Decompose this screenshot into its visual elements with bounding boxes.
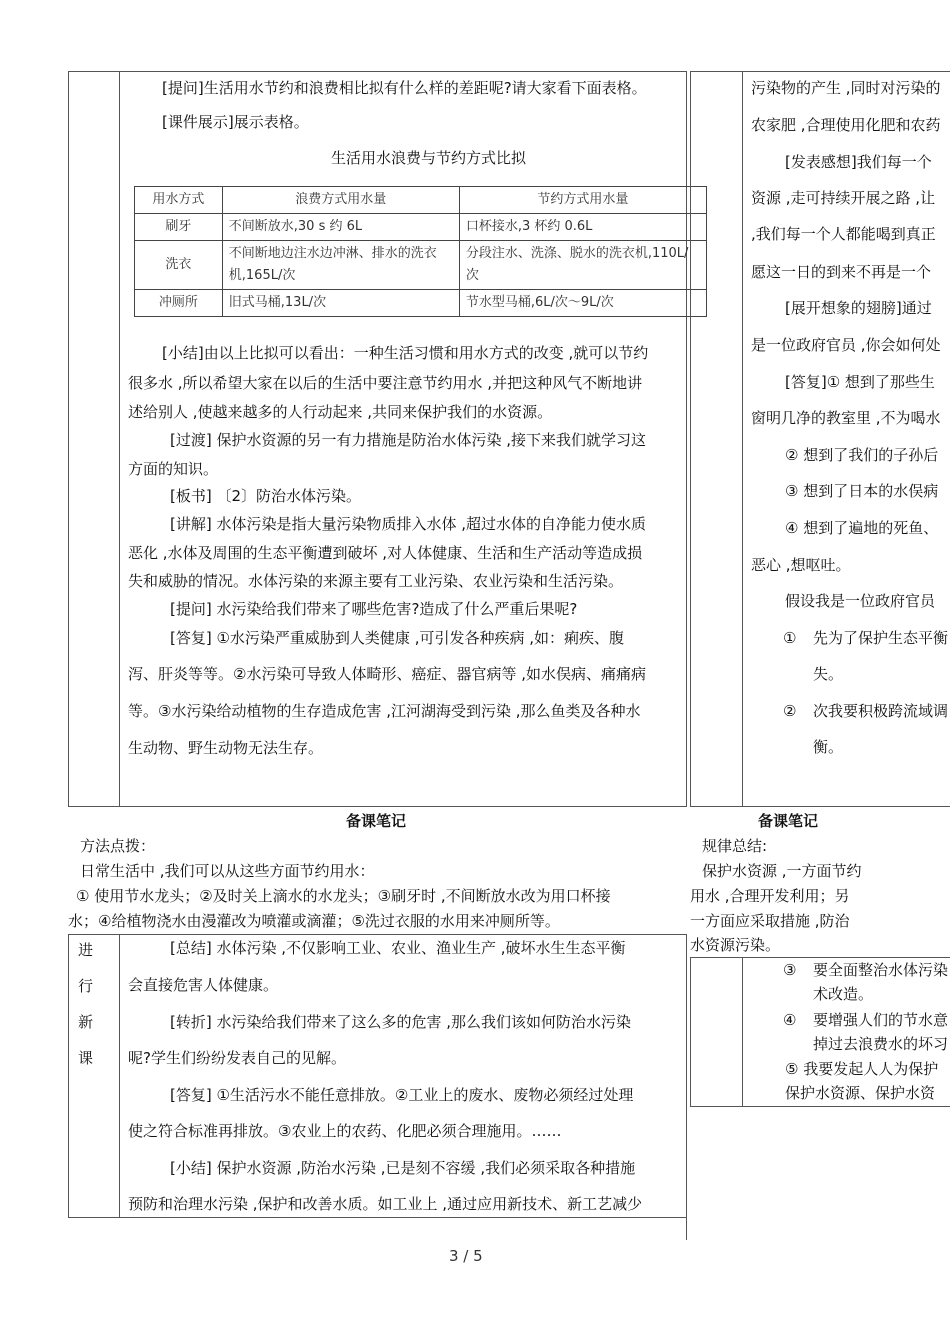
right-line: [答复]① 想到了那些生: [785, 373, 935, 391]
question-line: [提问]生活用水节约和浪费相比拟有什么样的差距呢?请大家看下面表格。: [162, 79, 647, 97]
para-line: [提问] 水污染给我们带来了哪些危害?造成了什么严重后果呢?: [170, 600, 578, 618]
notes-left-line: 日常生活中 ,我们可以从这些方面节约用水：: [80, 862, 375, 880]
right-top-content: [743, 72, 950, 806]
right-bottom-line: 术改造。: [813, 985, 874, 1003]
para-line: 方面的知识。: [128, 460, 219, 478]
right-page-edge-line: [686, 1107, 687, 1240]
right-line: ② 想到了我们的子孙后: [785, 446, 939, 464]
table-cell: 刷牙: [135, 214, 223, 241]
table-cell: 分段注水、洗涤、脱水的洗衣机,110L/次: [459, 241, 706, 290]
table-row: [135, 214, 707, 241]
para-line: [答复] ①水污染严重威胁到人类健康 ,可引发各种疾病 ,如：痢疾、腹: [170, 629, 624, 647]
right-bottom-content: [743, 958, 950, 1106]
side-label-char: 新: [78, 1013, 94, 1031]
para-line: 述给别人 ,使越来越多的人行动起来 ,共同来保护我们的水资源。: [128, 403, 553, 421]
right-bottom-line: 要增强人们的节水意: [813, 1011, 949, 1029]
right-line: [展开想象的翅膀]通过: [785, 299, 932, 317]
right-line: ④ 想到了遍地的死鱼、: [785, 519, 939, 537]
para-line: 失和威胁的情况。水体污染的来源主要有工业污染、农业污染和生活污染。: [128, 572, 624, 590]
courseware-line: [课件展示]展示表格。: [162, 113, 309, 131]
side-label-char: 课: [78, 1049, 94, 1067]
table-row: [135, 241, 707, 290]
bottom-line: [小结] 保护水资源 ,防治水污染 ,已是刻不容缓 ,我们必须采取各种措施: [170, 1159, 636, 1177]
notes-left-line: 水；④给植物浇水由漫灌改为喷灌或滴灌；⑤洗过衣服的水用来冲厕所等。: [68, 912, 560, 930]
para-line: 等。③水污染给动植物的生存造成危害 ,江河湖海受到污染 ,那么鱼类及各种水: [128, 702, 641, 720]
bottom-line: [转折] 水污染给我们带来了这么多的危害 ,那么我们该如何防治水污染: [170, 1013, 632, 1031]
notes-title-right: 备课笔记: [758, 812, 819, 830]
right-line: 假设我是一位政府官员: [785, 592, 936, 610]
table-header-cell: 节约方式用水量: [459, 187, 706, 214]
bottom-line: 预防和治理水污染 ,保护和改善水质。如工业上 ,通过应用新技术、新工艺减少: [128, 1195, 643, 1213]
right-line: 失。: [813, 665, 844, 683]
notes-left-line: 方法点拨：: [80, 837, 156, 855]
table-cell: 旧式马桶,13L/次: [222, 290, 459, 317]
right-bottom-line: 要全面整治水体污染: [813, 961, 949, 979]
bottom-line: 会直接危害人体健康。: [128, 976, 279, 994]
table-cell: 节水型马桶,6L/次～9L/次: [459, 290, 706, 317]
right-line: 愿这一日的到来不再是一个: [751, 263, 932, 281]
bottom-line: [总结] 水体污染 ,不仅影响工业、农业、渔业生产 ,破坏水生生态平衡: [170, 939, 626, 957]
para-line: 生动物、野生动物无法生存。: [128, 739, 324, 757]
para-line: [讲解] 水体污染是指大量污染物质排入水体 ,超过水体的自净能力使水质: [170, 515, 647, 533]
table-cell: 不间断地边注水边冲淋、排水的洗衣机,165L/次: [222, 241, 459, 290]
right-bottom-line: ⑤ 我要发起人人为保护: [785, 1060, 939, 1078]
para-line: 恶化 ,水体及周围的生态平衡遭到破坏 ,对人体健康、生活和生产活动等造成损: [128, 544, 643, 562]
right-line: [发表感想]我们每一个: [785, 153, 932, 171]
page-number: 3 / 5: [449, 1247, 483, 1265]
para-line: [小结]由以上比拟可以看出：一种生活习惯和用水方式的改变 ,就可以节约: [162, 344, 649, 362]
table-cell: 洗衣: [135, 241, 223, 290]
right-list-marker: ②: [783, 702, 797, 720]
right-list-marker: ①: [783, 629, 797, 647]
bottom-line: 呢?学生们纷纷发表自己的见解。: [128, 1049, 346, 1067]
right-bottom-marker: ④: [783, 1011, 797, 1029]
para-line: 泻、肝炎等等。②水污染可导致人体畸形、癌症、器官病等 ,如水俣病、痛痛病: [128, 665, 646, 683]
notes-right-line: 一方面应采取措施 ,防治: [690, 912, 850, 930]
notes-right-line: 保护水资源 ,一方面节约: [702, 862, 862, 880]
right-line: 农家肥 ,合理使用化肥和农药: [751, 116, 941, 134]
left-bottom-content: [120, 935, 686, 1217]
side-label-char: 进: [78, 941, 94, 959]
right-line: 恶心 ,想呕吐。: [751, 556, 851, 574]
right-bottom-line: 保护水资源、保护水资: [785, 1084, 936, 1102]
para-line: 很多水 ,所以希望大家在以后的生活中要注意节约用水 ,并把这种风气不断地讲: [128, 374, 643, 392]
para-line: [过渡] 保护水资源的另一有力措施是防治水体污染 ,接下来我们就学习这: [170, 431, 647, 449]
notes-title-left: 备课笔记: [346, 812, 407, 830]
table-title: 生活用水浪费与节约方式比拟: [331, 149, 527, 167]
table-row: [135, 290, 707, 317]
notes-right-line: 规律总结:: [702, 837, 768, 855]
notes-right-line: 水资源污染。: [690, 936, 781, 954]
right-line: 污染物的产生 ,同时对污染的: [751, 79, 941, 97]
table-cell: 冲厕所: [135, 290, 223, 317]
table-header-cell: 浪费方式用水量: [222, 187, 459, 214]
table-cell: 不间断放水,30 s 约 6L: [222, 214, 459, 241]
right-line: ,我们每一个人都能喝到真正: [751, 225, 936, 243]
side-label-char: 行: [78, 977, 94, 995]
right-line: 先为了保护生态平衡: [813, 629, 949, 647]
right-line: 资源 ,走可持续开展之路 ,让: [751, 189, 936, 207]
right-line: ③ 想到了日本的水俣病: [785, 482, 939, 500]
right-bottom-line: 掉过去浪费水的坏习: [813, 1035, 949, 1053]
para-line: [板书] 〔2〕防治水体污染。: [170, 487, 362, 505]
notes-left-line: ① 使用节水龙头；②及时关上滴水的水龙头；③刷牙时 ,不间断放水改为用口杯接: [76, 887, 611, 905]
bottom-line: 使之符合标准再排放。③农业上的农药、化肥必须合理施用。……: [128, 1122, 562, 1140]
right-line: 是一位政府官员 ,你会如何处: [751, 336, 941, 354]
table-header-row: [135, 187, 707, 214]
notes-right-line: 用水 ,合理开发利用；另: [690, 887, 850, 905]
right-bottom-marker: ③: [783, 961, 797, 979]
water-usage-table: [134, 186, 707, 317]
bottom-line: [答复] ①生活污水不能任意排放。②工业上的废水、废物必须经过处理: [170, 1086, 634, 1104]
table-cell: 口杯接水,3 杯约 0.6L: [459, 214, 706, 241]
right-line: 衡。: [813, 738, 844, 756]
left-top-content: [120, 72, 686, 806]
table-header-cell: 用水方式: [135, 187, 223, 214]
right-line: 窗明几净的教室里 ,不为喝水: [751, 409, 941, 427]
right-line: 次我要积极跨流域调: [813, 702, 949, 720]
